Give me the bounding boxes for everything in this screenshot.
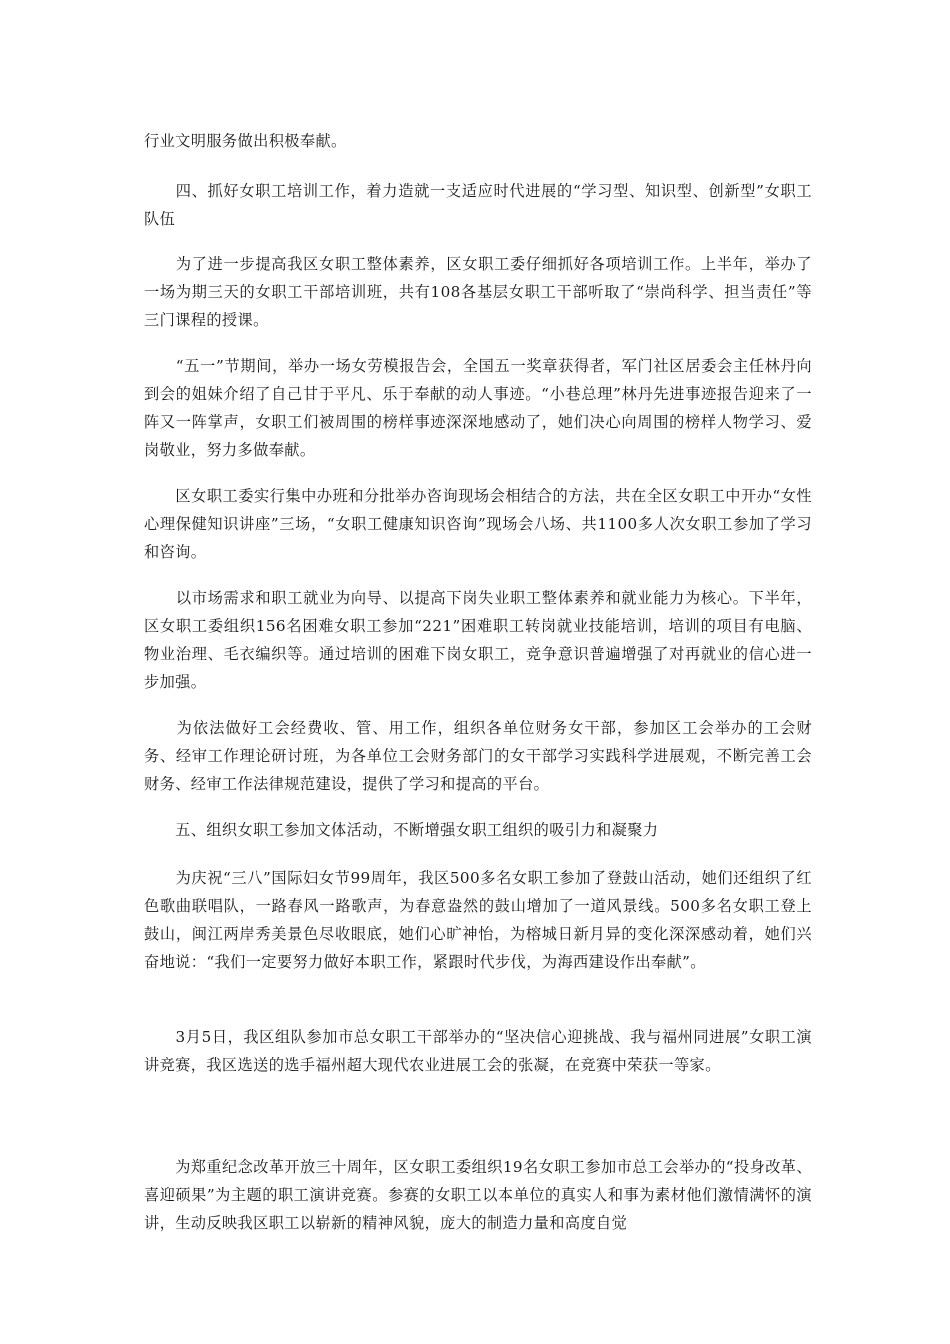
paragraph-speech-contest: 3月5日，我区组队参加市总女职工干部举办的“坚决信心迎挑战、我与福州同进展”女职工演讲竞赛，我区选送的选手福州超大现代农业进展工会的张凝，在竞赛中荣获一等家。 xyxy=(144,1028,812,1074)
paragraph-training-cadres: 为了进一步提高我区女职工整体素养，区女职工委仔细抓好各项培训工作。上半年，举办了一场为期三天的女职工干部培训班，共有108各基层女职工干部听取了“崇尚科学、担当责任”等三门课程的授课。 xyxy=(144,255,812,329)
paragraph-may-day-report: “五一”节期间，举办一场女劳模报告会，全国五一奖章获得者，军门社区居委会主任林丹向到会的姐妹介绍了自己甘于平凡、乐于奉献的动人事迹。“小巷总理”林丹先进事迹报告迎来了一阵又一阵掌声，女职工们被周围的榜样事迹深深地感动了，她们决心向周围的榜样人物学习、爱岗敬业，努力多做奉献。 xyxy=(144,357,812,459)
section-heading-activities: 五、组织女职工参加文体活动，不断增强女职工组织的吸引力和凝聚力 xyxy=(144,821,659,839)
section-heading-training: 四、抓好女职工培训工作，着力造就一支适应时代进展的“学习型、知识型、创新型”女职工队伍 xyxy=(144,182,812,228)
paragraph-reemployment-training: 以市场需求和职工就业为向导、以提高下岗失业职工整体素养和就业能力为核心。下半年，区女职工委组织156名困难女职工参加“221”困难职工转岗就业技能培训，培训的项目有电脑、物业治理、毛衣编织等。通过培训的困难下岗女职工，竞争意识普遍增强了对再就业的信心进一步加强。 xyxy=(144,589,812,691)
paragraph-reform-anniversary: 为郑重纪念改革开放三十周年，区女职工委组织19名女职工参加市总工会举办的“投身改革、喜迎硕果”为主题的职工演讲竞赛。参赛的女职工以本单位的真实人和事为素材他们激情满怀的演讲，生动反映我区职工以崭新的精神风貌，庞大的制造力量和高度自觉 xyxy=(144,1158,812,1232)
paragraph-health-lectures: 区女职工委实行集中办班和分批举办咨询现场会相结合的方法，共在全区女职工中开办“女性心理保健知识讲座”三场，“女职工健康知识咨询”现场会八场、共1100多人次女职工参加了学习和咨询。 xyxy=(144,487,812,561)
paragraph-closing-line: 行业文明服务做出积极奉献。 xyxy=(144,132,347,150)
paragraph-gushan-climb: 为庆祝“三八”国际妇女节99周年，我区500多名女职工参加了登鼓山活动，她们还组织了红色歌曲联唱队，一路春风一路歌声，为春意盎然的鼓山增加了一道风景线。500多名女职工登上鼓山，闽江两岸秀美景色尽收眼底，她们心旷神怡，为榕城日新月异的变化深深感动着，她们兴奋地说：“我们一定要努力做好本职工作，紧跟时代步伐，为海西建设作出奉献”。 xyxy=(144,869,812,971)
paragraph-finance-seminar: 为依法做好工会经费收、管、用工作，组织各单位财务女干部，参加区工会举办的工会财务、经审工作理论研讨班，为各单位工会财务部门的女干部学习实践科学进展观，不断完善工会财务、经审工作法律规范建设，提供了学习和提高的平台。 xyxy=(144,719,812,793)
